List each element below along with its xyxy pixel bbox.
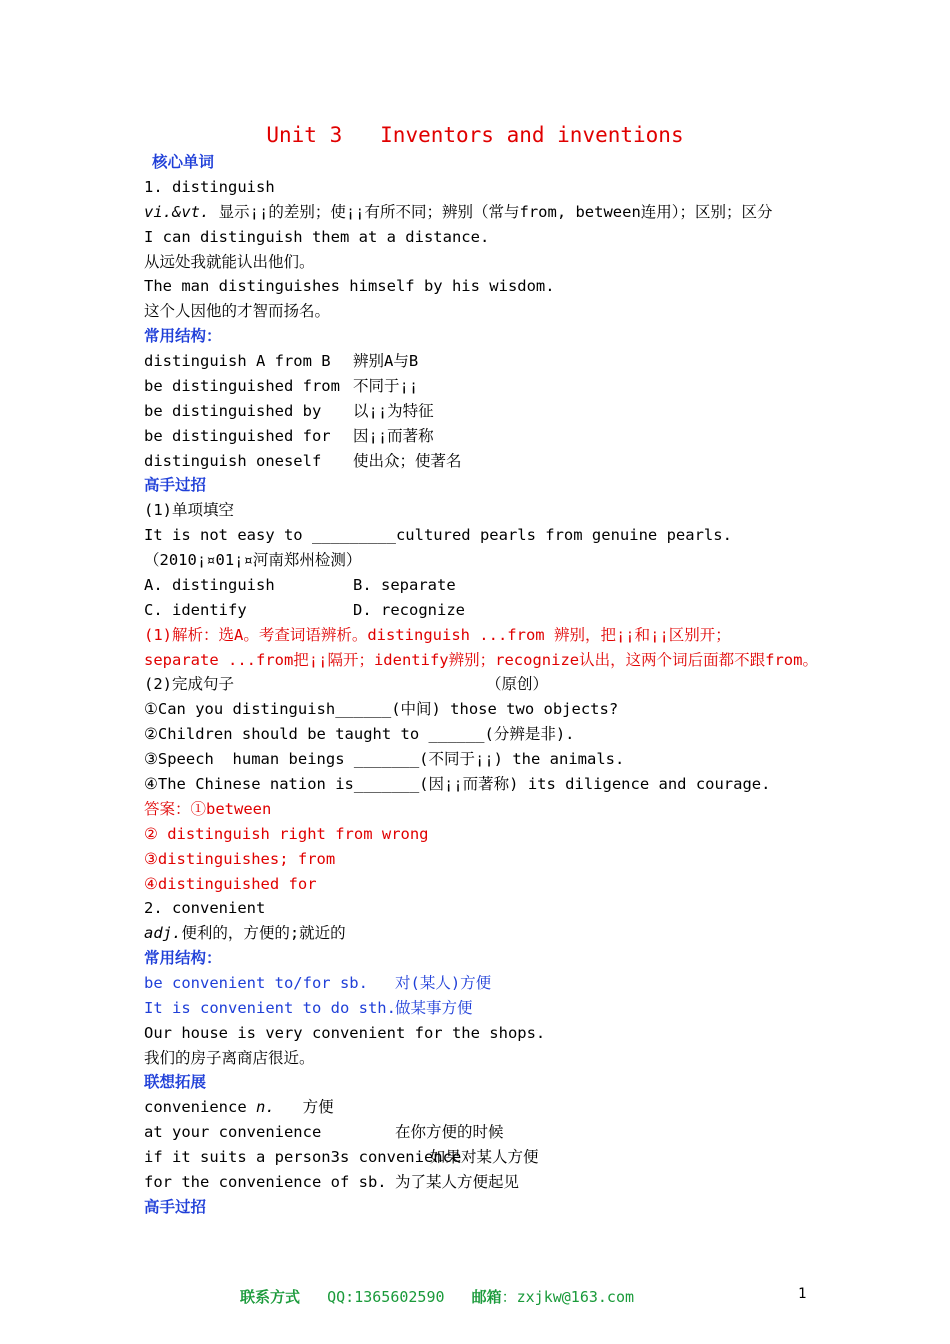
question-item: ③Speech human beings _______(不同于¡¡) the animals.	[144, 750, 625, 768]
definition-text: 方便	[302, 1098, 334, 1116]
structure-heading: 常用结构：	[144, 327, 222, 345]
option-a: A. distinguish	[144, 576, 275, 594]
question-text: It is not easy to _________cultured pearls from genuine pearls.	[144, 526, 732, 544]
extension-en: at your convenience	[144, 1123, 322, 1141]
structure-en: be convenient to/for sb.	[144, 974, 368, 992]
structure-en: be distinguished from	[144, 377, 340, 395]
practice-heading: 高手过招	[144, 1198, 207, 1216]
page-number: 1	[798, 1286, 807, 1302]
word-heading: 2. convenient	[144, 899, 266, 917]
question-item: ②Children should be taught to ______(分辨是非).	[144, 725, 575, 743]
answer-line: ④distinguished for	[144, 875, 317, 893]
option-b: B. separate	[353, 576, 456, 594]
structure-cn: 使出众；使著名	[353, 452, 462, 470]
structure-en: distinguish A from B	[144, 352, 331, 370]
extension-heading: 联想拓展	[144, 1073, 207, 1091]
answer-line: ② distinguish right from wrong	[144, 825, 429, 843]
example-cn: 从远处我就能认出他们。	[144, 253, 315, 271]
part-of-speech: n.	[256, 1098, 275, 1116]
question-label: (2)完成句子	[144, 675, 234, 693]
option-d: D. recognize	[353, 601, 465, 619]
page-title: Unit 3 Inventors and inventions	[266, 123, 684, 147]
email-label: 邮箱	[471, 1288, 502, 1306]
example-cn: 我们的房子离商店很近。	[144, 1049, 315, 1067]
structure-en: be distinguished for	[144, 427, 331, 445]
extension-en: if it suits a person3s convenience	[144, 1148, 462, 1166]
extension-en: for the convenience of sb.	[144, 1173, 387, 1191]
qq-number: QQ:1365602590	[327, 1288, 445, 1306]
footer-contact	[240, 1286, 634, 1307]
definition-line	[144, 923, 346, 943]
structure-en: distinguish oneself	[144, 452, 322, 470]
definition-line	[144, 202, 773, 222]
section-heading-core-words: 核心单词	[152, 153, 215, 171]
question-tag: （原创）	[486, 675, 549, 693]
extension-word: convenience	[144, 1098, 247, 1116]
example-en: Our house is very convenient for the shops.	[144, 1024, 546, 1042]
practice-heading: 高手过招	[144, 476, 207, 494]
answer-explanation: (1)解析：选A。考查词语辨析。distinguish ...from 辨别，把¡¡和¡¡区别开；	[144, 626, 731, 644]
example-en: The man distinguishes himself by his wisdom.	[144, 277, 555, 295]
structure-cn: 以¡¡为特征	[353, 402, 434, 420]
structure-cn: 不同于¡¡	[353, 377, 419, 395]
email-address: ：zxjkw@163.com	[501, 1288, 635, 1306]
structure-cn: 对(某人)方便	[395, 974, 492, 992]
extension-cn: 如果对某人方便	[430, 1148, 539, 1166]
structure-heading: 常用结构：	[144, 949, 222, 967]
structure-cn: 辨别A与B	[353, 352, 419, 370]
part-of-speech: adj.	[144, 924, 182, 942]
contact-label: 联系方式	[240, 1288, 301, 1306]
definition-text: 便利的，方便的;就近的	[181, 924, 346, 942]
example-cn: 这个人因他的才智而扬名。	[144, 302, 331, 320]
answer-line: ③distinguishes; from	[144, 850, 336, 868]
question-item: ④The Chinese nation is_______(因¡¡而著称) its diligence and courage.	[144, 775, 771, 793]
example-en: I can distinguish them at a distance.	[144, 228, 490, 246]
structure-cn: 因¡¡而著称	[353, 427, 434, 445]
question-label: (1)单项填空	[144, 501, 234, 519]
structure-en: It is convenient to do sth.	[144, 999, 396, 1017]
word-heading: 1. distinguish	[144, 178, 275, 196]
answer-explanation: separate ...from把¡¡隔开；identify辨别；recognize认出，这两个词后面都不跟from。	[144, 651, 818, 669]
answer-line: 答案：①between	[144, 800, 272, 818]
option-c: C. identify	[144, 601, 247, 619]
question-item: ①Can you distinguish______(中间) those two objects?	[144, 700, 619, 718]
extension-word-line	[144, 1097, 334, 1117]
definition-text: 显示¡¡的差别；使¡¡有所不同；辨别（常与from, between连用）；区别；区分	[209, 203, 773, 221]
structure-en: be distinguished by	[144, 402, 322, 420]
question-source: （2010¡¤01¡¤河南郑州检测）	[144, 551, 362, 569]
structure-cn: 做某事方便	[395, 999, 473, 1017]
extension-cn: 在你方便的时候	[395, 1123, 504, 1141]
extension-cn: 为了某人方便起见	[395, 1173, 520, 1191]
part-of-speech: vi.&vt.	[144, 203, 210, 221]
